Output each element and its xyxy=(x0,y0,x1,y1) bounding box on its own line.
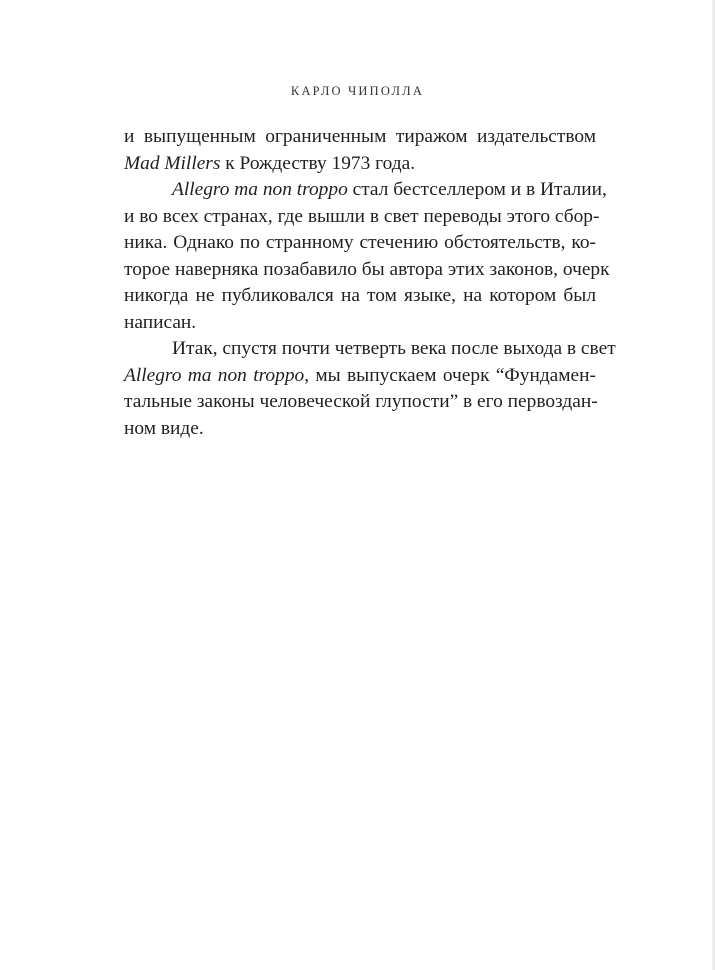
italic-title: Allegro ma non troppo xyxy=(172,179,348,200)
italic-title: Mad Millers xyxy=(124,152,221,174)
text-line: и во всех странах, где вышли в свет переводы этого сбор- xyxy=(124,205,600,227)
text-line: Allegro ma non troppo стал бестселлером и в Италии, xyxy=(172,179,607,200)
text-line: тальные законы человеческой глупости” в его первоздан- xyxy=(124,391,598,412)
text-line: ном виде. xyxy=(124,417,204,439)
italic-title: Allegro ma non troppo xyxy=(124,364,305,386)
text-line: Allegro ma non troppo, мы выпускаем очерк “Фундамен- xyxy=(124,364,596,386)
text-line: и выпущенным ограниченным тиражом издательством xyxy=(124,126,596,147)
text-line: ника. Однако по странному стечению обстоятельств, ко- xyxy=(124,232,596,253)
text-line: написан. xyxy=(124,311,197,333)
text-line: Итак, спустя почти четверть века после выхода в свет xyxy=(172,338,616,359)
text-line: торое наверняка позабавило бы автора этих законов, очерк xyxy=(124,258,610,280)
running-head: КАРЛО ЧИПОЛЛА xyxy=(290,84,425,98)
text-line: никогда не публиковался на том языке, на котором был xyxy=(124,285,596,306)
text-line: Mad Millers к Рождеству 1973 года. xyxy=(124,152,416,174)
body-text xyxy=(124,124,616,442)
